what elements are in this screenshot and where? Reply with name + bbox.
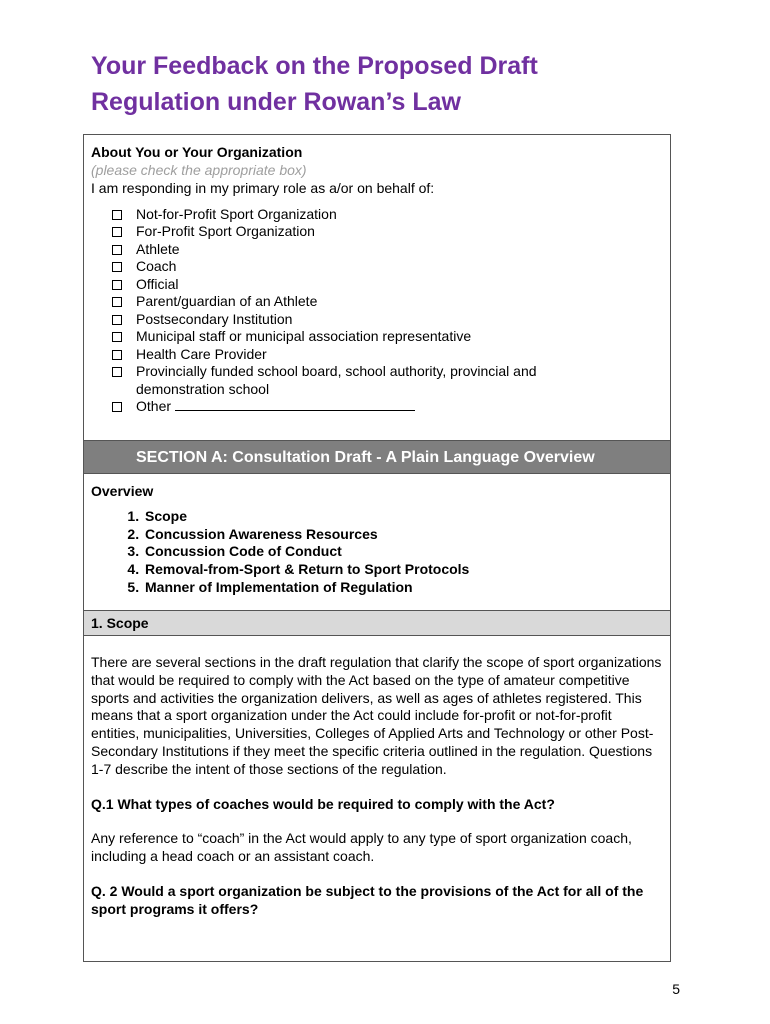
title-line-1: Your Feedback on the Proposed Draft bbox=[91, 52, 538, 80]
role-option-label: Municipal staff or municipal association representative bbox=[136, 328, 472, 344]
role-option[interactable] bbox=[111, 258, 670, 276]
scope-body bbox=[84, 636, 670, 919]
scope-heading: 1. Scope bbox=[84, 611, 670, 636]
role-option[interactable] bbox=[111, 206, 670, 224]
checkbox-icon[interactable] bbox=[112, 332, 122, 342]
about-intro: I am responding in my primary role as a/or on behalf of: bbox=[91, 180, 435, 196]
checkbox-icon[interactable] bbox=[112, 227, 122, 237]
section-a-header: SECTION A: Consultation Draft - A Plain Language Overview bbox=[84, 441, 670, 474]
overview-item: 1. Scope bbox=[143, 508, 670, 526]
about-hint: (please check the appropriate box) bbox=[91, 161, 307, 178]
role-option[interactable] bbox=[111, 311, 670, 329]
checkbox-icon[interactable] bbox=[112, 350, 122, 360]
role-option-label: Other bbox=[136, 398, 172, 414]
role-option[interactable] bbox=[111, 241, 670, 259]
page-title bbox=[91, 48, 711, 120]
checkbox-icon[interactable] bbox=[112, 280, 122, 290]
question-1: Q.1 What types of coaches would be required to comply with the Act? bbox=[91, 795, 555, 812]
title-line-2: Regulation under Rowan’s Law bbox=[91, 88, 461, 116]
role-option-label: Parent/guardian of an Athlete bbox=[136, 293, 318, 309]
scope-paragraph: There are several sections in the draft regulation that clarify the scope of sport organizations that would be required to comply with the Act based on the type of amateur competitive sports and activities the organization delivers, as well as ages of athletes registered. This means that a sport organization under the Act could include for-profit or not-for-profit entities, municipalities, Universities, Colleges of Applied Arts and Technology or other Post-Secondary Institutions if they meet the specific criteria outlined in the regulation. Questions 1-7 describe the intent of those sections of the regulation. bbox=[91, 654, 662, 777]
overview-item: 4. Removal-from-Sport & Return to Sport Protocols bbox=[143, 561, 670, 579]
overview-item: 2. Concussion Awareness Resources bbox=[143, 526, 670, 544]
about-you-section bbox=[84, 135, 670, 441]
overview-section bbox=[84, 474, 670, 611]
checkbox-icon[interactable] bbox=[112, 245, 122, 255]
checkbox-icon[interactable] bbox=[112, 367, 122, 377]
checkbox-icon[interactable] bbox=[112, 297, 122, 307]
role-option-label: Athlete bbox=[136, 240, 180, 257]
role-option[interactable] bbox=[111, 328, 670, 346]
checkbox-icon[interactable] bbox=[112, 210, 122, 220]
overview-item: 5. Manner of Implementation of Regulation bbox=[143, 579, 670, 597]
role-option-label: Coach bbox=[136, 258, 177, 274]
checkbox-icon[interactable] bbox=[112, 315, 122, 325]
page-number: 5 bbox=[672, 981, 680, 997]
answer-1: Any reference to “coach” in the Act would apply to any type of sport organization coach, including a head coach or an assistant coach. bbox=[91, 830, 632, 865]
role-option[interactable] bbox=[111, 293, 670, 311]
checkbox-icon[interactable] bbox=[112, 402, 122, 412]
overview-list bbox=[91, 508, 670, 597]
role-option-label: Not-for-Profit Sport Organization bbox=[136, 205, 337, 222]
checkbox-icon[interactable] bbox=[112, 262, 122, 272]
role-options-list bbox=[91, 206, 670, 416]
role-option[interactable] bbox=[111, 276, 670, 294]
role-option-label: Health Care Provider bbox=[136, 345, 267, 362]
role-option[interactable] bbox=[111, 346, 670, 364]
about-heading: About You or Your Organization bbox=[91, 144, 303, 160]
overview-item: 3. Concussion Code of Conduct bbox=[143, 543, 670, 561]
feedback-form-table bbox=[83, 134, 671, 962]
role-option[interactable] bbox=[111, 363, 596, 398]
overview-heading: Overview bbox=[91, 483, 154, 499]
role-option[interactable] bbox=[111, 223, 670, 241]
other-blank-line[interactable] bbox=[175, 398, 415, 411]
role-option-label: Provincially funded school board, school authority, provincial and demonstration school bbox=[136, 363, 537, 397]
role-option-label: For-Profit Sport Organization bbox=[136, 223, 315, 239]
role-option-label: Official bbox=[136, 275, 179, 292]
question-2: Q. 2 Would a sport organization be subject to the provisions of the Act for all of the sport programs it offers? bbox=[91, 882, 644, 917]
role-option-label: Postsecondary Institution bbox=[136, 310, 293, 327]
role-option-other[interactable] bbox=[111, 398, 670, 416]
